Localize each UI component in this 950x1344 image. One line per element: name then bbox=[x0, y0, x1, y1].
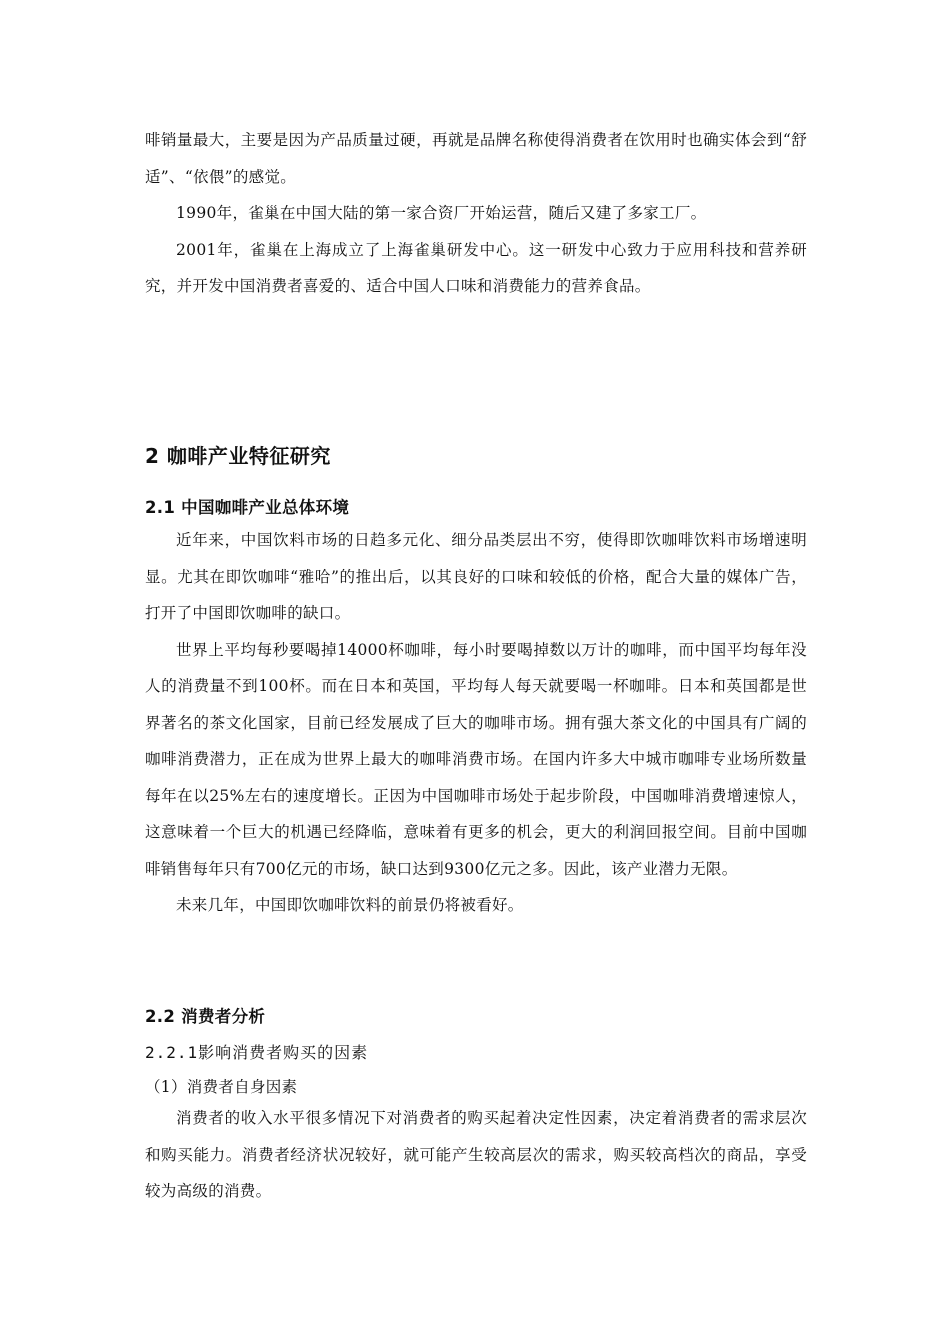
subsection-heading-2-2-1: 2.2.1影响消费者购买的因素 bbox=[145, 1043, 369, 1062]
section-heading-2-1: 2.1 中国咖啡产业总体环境 bbox=[145, 498, 350, 517]
section-2-1-text-block bbox=[145, 522, 807, 924]
paragraph-market-trend: 近年来，中国饮料市场的日趋多元化、细分品类层出不穷，使得即饮咖啡饮料市场增速明显。尤其在即饮咖啡“雅哈”的推出后，以其良好的口味和较低的价格，配合大量的媒体广告，打开了中国即饮咖啡的缺口。 bbox=[145, 531, 807, 622]
intro-text-block bbox=[145, 122, 807, 305]
paragraph-outlook: 未来几年，中国即饮咖啡饮料的前景仍将被看好。 bbox=[176, 896, 524, 914]
item-heading-1: （1）消费者自身因素 bbox=[145, 1078, 298, 1096]
chapter-heading: 2 咖啡产业特征研究 bbox=[145, 444, 331, 468]
section-heading-2-2: 2.2 消费者分析 bbox=[145, 1007, 266, 1026]
paragraph-2001: 2001年，雀巢在上海成立了上海雀巢研发中心。这一研发中心致力于应用科技和营养研究，并开发中国消费者喜爱的、适合中国人口味和消费能力的营养食品。 bbox=[145, 240, 807, 295]
item-1-text-block bbox=[145, 1100, 807, 1210]
paragraph-1990: 1990年，雀巢在中国大陆的第一家合资厂开始运营，随后又建了多家工厂。 bbox=[176, 204, 707, 222]
paragraph-consumption-stats: 世界上平均每秒要喝掉14000杯咖啡，每小时要喝掉数以万计的咖啡，而中国平均每年没人的消费量不到100杯。而在日本和英国，平均每人每天就要喝一杯咖啡。日本和英国都是世界著名的茶文化国家，目前已经发展成了巨大的咖啡市场。拥有强大茶文化的中国具有广阔的咖啡消费潜力，正在成为世界上最大的咖啡消费市场。在国内许多大中城市咖啡专业场所数量每年在以25%左右的速度增长。正因为中国咖啡市场处于起步阶段，中国咖啡消费增速惊人，这意味着一个巨大的机遇已经降临，意味着有更多的机会，更大的利润回报空间。目前中国咖啡销售每年只有700亿元的市场，缺口达到9300亿元之多。因此，该产业潜力无限。 bbox=[145, 640, 807, 878]
paragraph-continuation: 啡销量最大，主要是因为产品质量过硬，再就是品牌名称使得消费者在饮用时也确实体会到“舒适”、“依偎”的感觉。 bbox=[145, 131, 807, 186]
paragraph-income-factor: 消费者的收入水平很多情况下对消费者的购买起着决定性因素，决定着消费者的需求层次和购买能力。消费者经济状况较好，就可能产生较高层次的需求，购买较高档次的商品，享受较为高级的消费。 bbox=[145, 1109, 807, 1200]
